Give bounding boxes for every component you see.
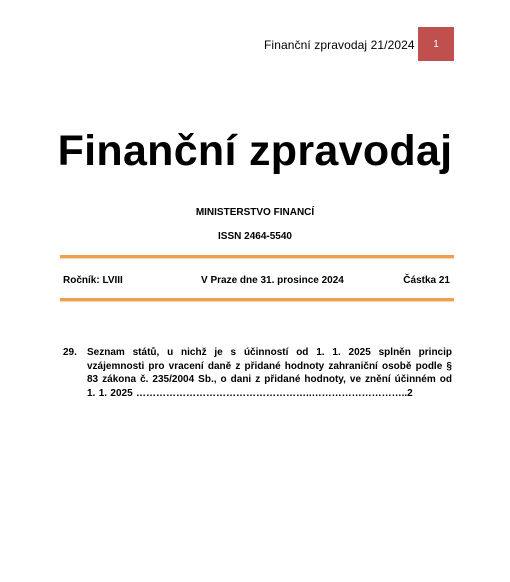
- bottom-divider: [60, 298, 454, 301]
- top-divider: [60, 255, 454, 258]
- page-number-badge: 1: [418, 27, 454, 61]
- entry-text[interactable]: Seznam států, u nichž je s účinností od 1. 1. 2025 splněn princip vzájemnosti pro vracení daně z přidané hodnoty zahraniční osobě podle § 83 zákona č. 235/2004 Sb., o dani z přidané hodnoty, ve znění účinném od 1. 1. 2025 ……………………………………………..………………………..2: [87, 347, 452, 399]
- issn-number: ISSN 2464-5540: [218, 231, 292, 242]
- issue-label: Částka 21: [403, 275, 450, 286]
- contents-entry[interactable]: [63, 346, 452, 400]
- issue-date: V Praze dne 31. prosince 2024: [201, 275, 344, 286]
- journal-title: Finanční zpravodaj: [57, 127, 453, 175]
- entry-number: 29.: [63, 347, 77, 358]
- running-header-title: Finanční zpravodaj 21/2024: [264, 38, 415, 52]
- volume-label: Ročník: LVIII: [63, 275, 123, 286]
- issue-info-row: [63, 275, 450, 289]
- publisher-name: MINISTERSTVO FINANCÍ: [195, 207, 315, 218]
